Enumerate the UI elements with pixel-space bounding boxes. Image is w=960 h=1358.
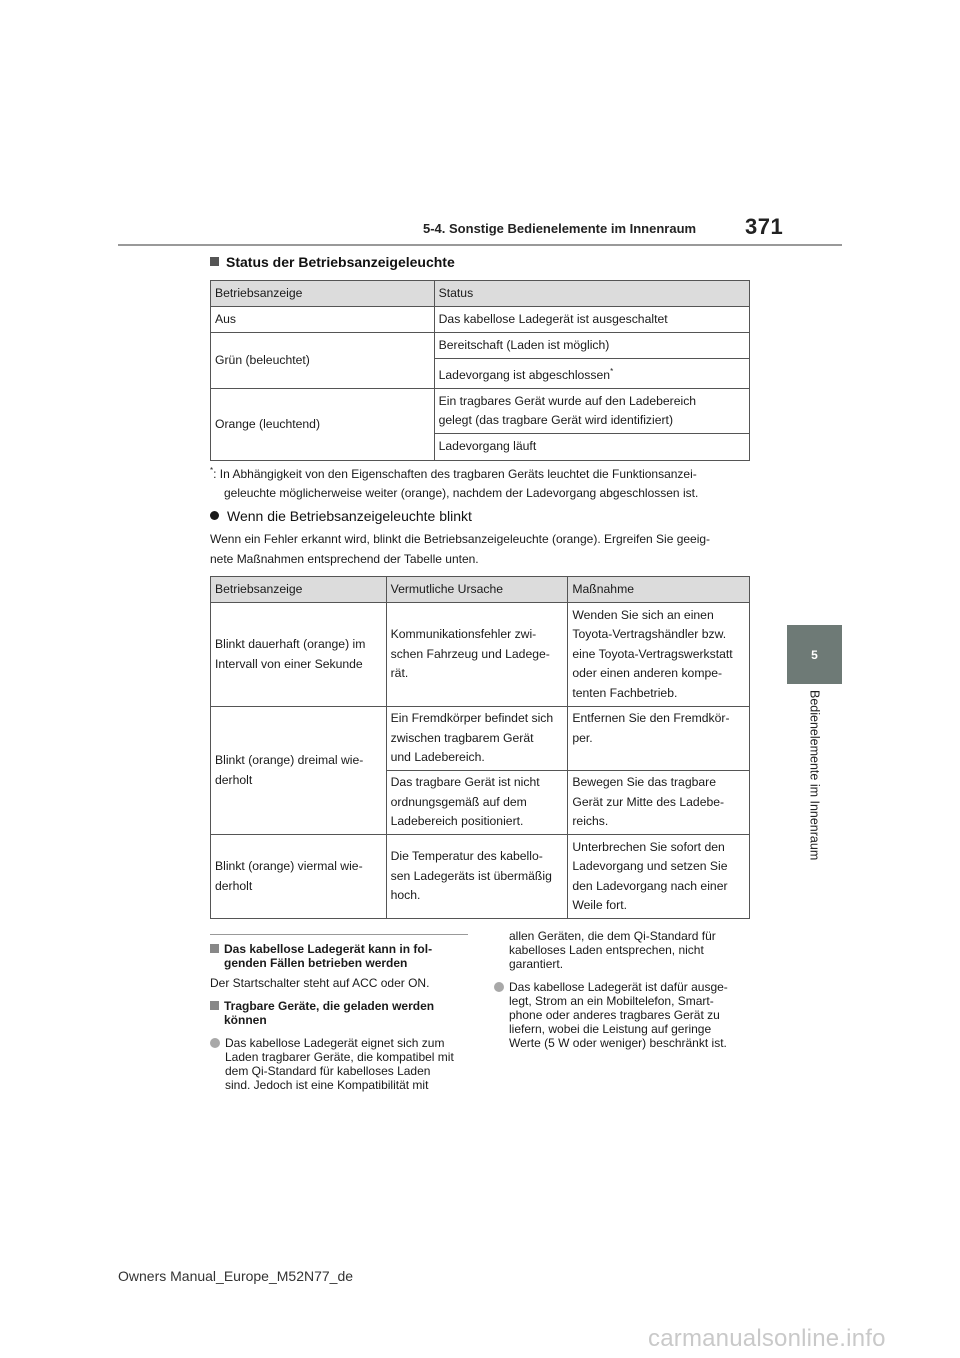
table-row: Blinkt (orange) viermal wie- derholt Die Temperatur des kabello- sen Ladegeräts ist übermäßig hoch. Unterbrechen Sie sofort den Ladevorgang und setzen Sie den Ladevorgang nach einer Weile fort. [211,835,750,919]
square-bullet-icon [210,1001,219,1010]
blink-heading: Wenn die Betriebsanzeigeleuchte blinkt [210,508,472,524]
note-bullet: Das kabellose Ladegerät eignet sich zum Laden tragbarer Geräte, die kompatibel mit dem Qi-Standard für kabelloses Laden sind. Jedoch ist eine Kompatibilität mit [210,1036,475,1092]
table-header-row [211,577,750,603]
page-number: 371 [745,214,784,239]
header-divider [118,244,842,246]
blink-intro: Wenn ein Fehler erkannt wird, blinkt die Betriebsanzeigeleuchte (orange). Ergreifen Sie geeig- nete Maßnahmen entsprechend der Tabelle unten. [210,532,711,566]
column-header: Status [434,281,749,307]
column-header: Betriebsanzeige [211,577,387,603]
chapter-label-vertical [787,690,842,890]
watermark: carmanualsonline.info [648,1325,886,1352]
square-bullet-icon [210,257,219,266]
table-row: Blinkt dauerhaft (orange) im Intervall von einer Sekunde Kommunikationsfehler zwi- schen Fahrzeug und Ladege- rät. Wenden Sie sich an einen Toyota-Vertragshändler bzw. eine Toyota-Vertragswerkstatt oder einen anderen kompe- tenten Fachbetrieb. [211,603,750,707]
blink-table [210,576,750,919]
status-heading: Status der Betriebsanzeigeleuchte [210,254,455,270]
column-header: Betriebsanzeige [211,281,435,307]
notes-right-column [494,929,759,1050]
bullet-dot-icon [210,511,219,520]
chapter-number: 5 [811,647,818,662]
table-row: Ladevorgang ist abgeschlossen* [211,359,750,389]
table-row: Blinkt (orange) dreimal wie- derholt Ein Fremdkörper befindet sich zwischen tragbarem Gerät und Ladebereich. Entfernen Sie den Fremdkör- per. [211,707,750,771]
chapter-tab [787,625,842,684]
status-table [210,280,750,461]
bullet-dot-icon [494,982,504,992]
table-row: Aus Das kabellose Ladegerät ist ausgeschaltet [211,307,750,333]
note-heading: Tragbare Geräte, die geladen werden können [210,999,475,1027]
column-header: Maßnahme [568,577,750,603]
table-header-row [211,281,750,307]
chapter-label: Bedienelemente im Innenraum [807,690,822,861]
table-row: Grün (beleuchtet) Bereitschaft (Laden ist möglich) [211,333,750,359]
note-text: allen Geräten, die dem Qi-Standard für kabelloses Laden entsprechen, nicht garantiert. [509,929,716,971]
table-row: Das tragbare Gerät ist nicht ordnungsgemäß auf dem Ladebereich positioniert. Bewegen Sie das tragbare Gerät zur Mitte des Ladebe- reichs. [211,771,750,835]
notes-divider [210,934,468,935]
footer-doc-id: Owners Manual_Europe_M52N77_de [118,1268,354,1284]
footnote: *: In Abhängigkeit von den Eigenschaften des tragbaren Geräts leuchtet die Funktionsanzei- geleuchte möglicherweise weiter (orange), nachdem der Ladevorgang abgeschlossen ist. [210,466,699,500]
note-bullet: Das kabellose Ladegerät ist dafür ausge- legt, Strom an ein Mobiltelefon, Smart- phone oder anderes tragbares Gerät zu liefern, wobei die Leistung auf geringe Werte (5 W oder weniger) beschränkt ist. [494,980,759,1050]
note-text: Der Startschalter steht auf ACC oder ON. [210,976,430,990]
square-bullet-icon [210,944,219,953]
column-header: Vermutliche Ursache [386,577,568,603]
table-row: Orange (leuchtend) Ein tragbares Gerät wurde auf den Ladebereich gelegt (das tragbare Gerät wird identifiziert) [211,389,750,434]
table-row: Ladevorgang läuft [211,434,750,461]
note-heading: Das kabellose Ladegerät kann in fol- genden Fällen betrieben werden [210,942,475,970]
bullet-dot-icon [210,1038,220,1048]
section-header: 5-4. Sonstige Bedienelemente im Innenraum [423,221,697,236]
notes-left-column [210,942,475,1092]
